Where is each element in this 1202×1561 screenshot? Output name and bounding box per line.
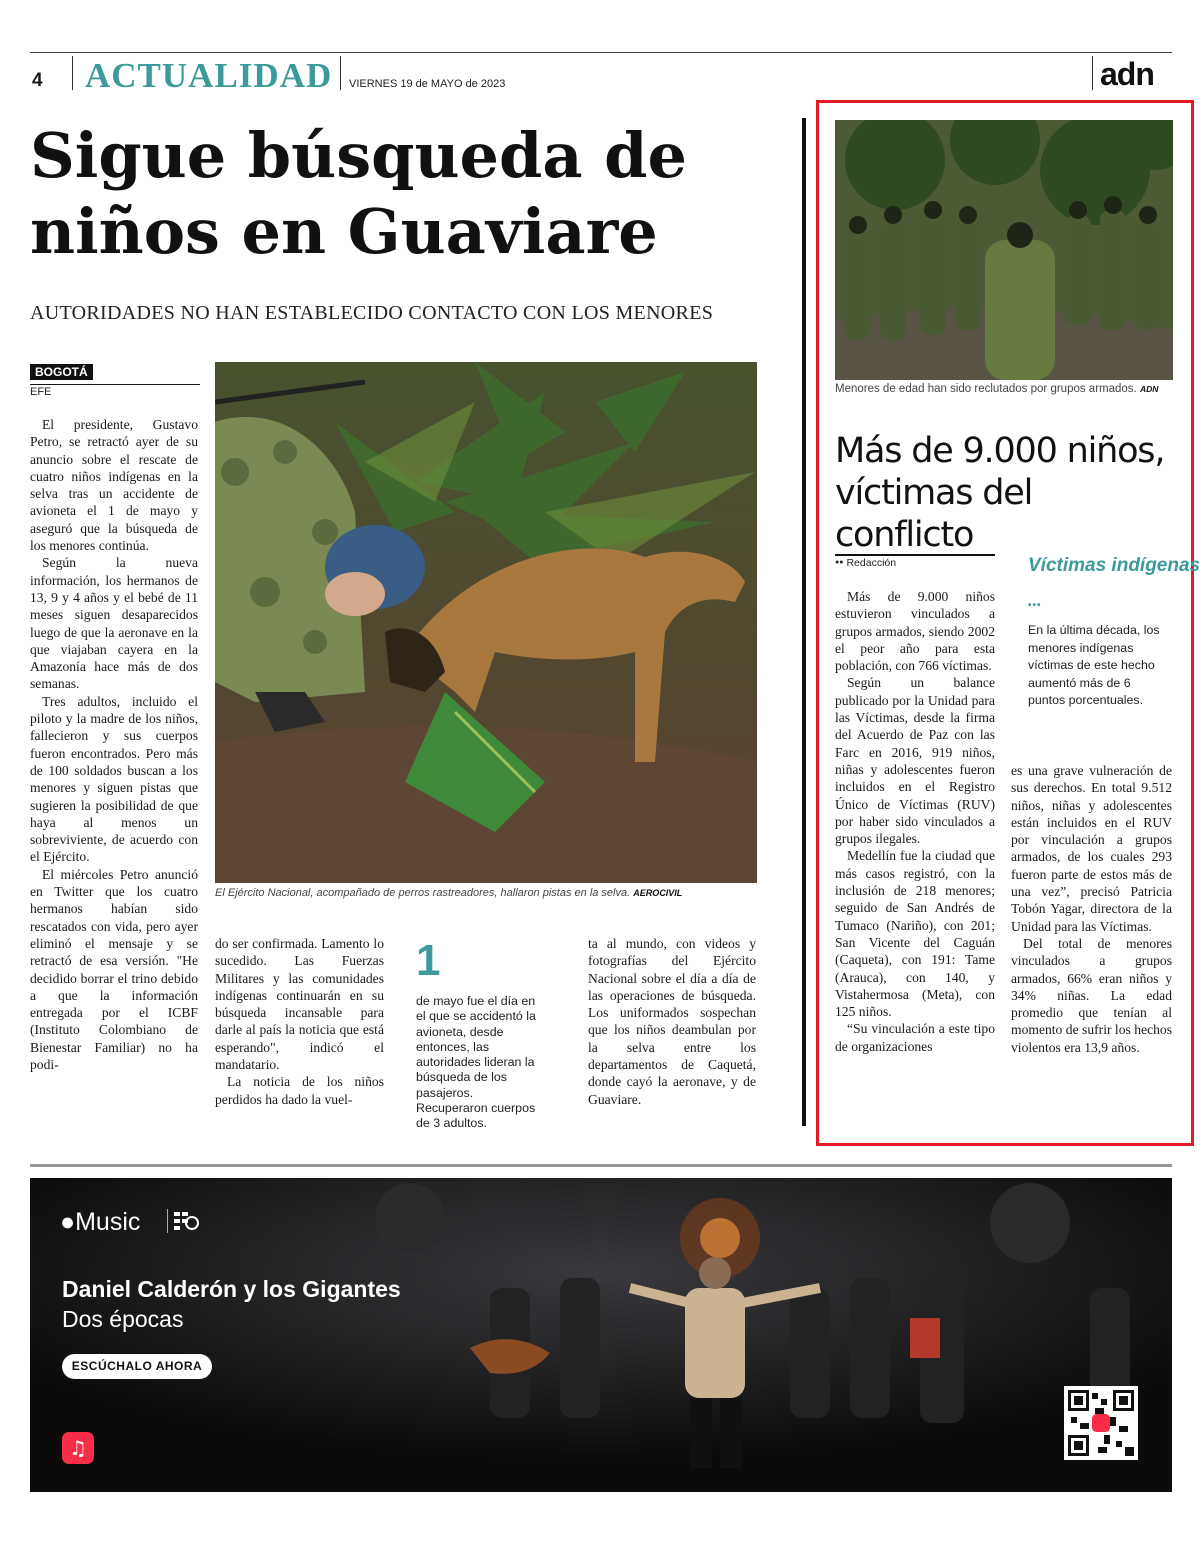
paragraph: La noticia de los niños perdidos ha dado la vuel- [215, 1074, 384, 1107]
paragraph-continued: do ser confirmada. Lamento lo sucedido. Las Fuerzas Militares y las comunidades indígenas continuarán en su búsqueda incansable para darle al país la noticia que está esperando", indicó el mandatario. [215, 936, 384, 1073]
paragraph: Medellín fue la ciudad que más casos registró, con la inclusión de 218 menores; seguido de San Andrés de Tumaco (Nariño), con 201; San Vicente del Caguán (Caqueta), con 191: Tame (Arauca), con 140, y Vistahermosa (Meta), con 125 niños. [835, 848, 995, 1020]
listen-now-button[interactable]: ESCÚCHALO AHORA [62, 1354, 212, 1379]
header-divider [72, 56, 73, 90]
column-divider [802, 118, 806, 1126]
news-agency: EFE [30, 384, 200, 398]
photo-credit: ADN [1139, 384, 1159, 394]
ad-album: Dos épocas [62, 1306, 184, 1332]
paragraph: “Su vinculación a este tipo de organizaciones [835, 1021, 995, 1054]
paragraph: Más de 9.000 niños estuvieron vinculados a grupos armados, siendo 2002 el peor año para esta población, con 766 víctimas. [835, 589, 995, 674]
brand-text: Music [75, 1208, 141, 1236]
caption-text: Menores de edad han sido reclutados por grupos armados. [835, 383, 1137, 395]
qr-code-icon [1068, 1390, 1134, 1456]
header-rule [30, 52, 1172, 53]
byline [835, 554, 995, 569]
photo-credit: AEROCIVIL [633, 888, 683, 898]
paragraph: El miércoles Petro anunció en Twitter que los cuatro hermanos habían sido rescatados con vida, pero ayer eliminó el mensaje y se retractó de esa versión. "He decidido borrar el trino debido a que la información entregada por el ICBF (Instituto Colombiano de Bienestar Familiar) no ha podi- [30, 866, 198, 1072]
bullet-icon: ●● [835, 559, 844, 566]
soldiers-illustration [835, 120, 1173, 380]
ad-artist: Daniel Calderón y los Gigantes [62, 1276, 401, 1302]
main-article-column-2 [215, 935, 384, 1108]
caption-text: El Ejército Nacional, acompañado de perros rastreadores, hallaron pistas en la selva. [215, 887, 631, 899]
sidebar-text: En la última década, los menores indígenas víctimas de este hecho aumentó más de 6 puntos porcentuales. [1028, 623, 1160, 707]
qr-code[interactable] [1064, 1386, 1138, 1460]
paragraph: Según un balance publicado por la Unidad para las Víctimas, desde la firma del Acuerdo de Paz con las Farc en 2016, 919 niños, niñas y adolescentes fueron incluidos en el Registro Único de Víctimas (RUV) por haber sido vinculados a grupos ilegales. [835, 675, 995, 847]
paragraph: Según la nueva información, los hermanos de 13, 9 y 4 años y el bebé de 11 meses siguen desaparecidos luego de que la aeronave en la que viajaban cayera en la Amazonía hace más de dos semanas. [30, 555, 198, 692]
sidebar-dots: ••• [1028, 600, 1042, 611]
soldier-dog-photo [215, 362, 757, 883]
dateline-city: BOGOTÁ [30, 364, 93, 380]
bottom-rule [30, 1164, 1172, 1167]
main-photo-caption [215, 887, 757, 899]
paragraph-continued: es una grave vulneración de sus derechos. En total 9.512 niños, niñas y adolescentes están incluidos en el RUV por vinculación a grupos armados, de los cuales 293 fueron parte de estos más de una vez”, precisó Patricia Tobón Yagar, directora de la Unidad para las Víctimas. [1011, 763, 1172, 934]
newspaper-logo: adn [1100, 56, 1154, 92]
page-number: 4 [32, 70, 43, 91]
partner-logo [167, 1209, 199, 1233]
main-article-column-1 [30, 416, 198, 1132]
main-headline: Sigue búsqueda de niños en Guaviare [30, 119, 687, 268]
apple-icon: ● [60, 1208, 76, 1236]
music-note-icon: ♫ [62, 1432, 94, 1464]
side-article-column-2 [1011, 762, 1172, 1056]
side-photo-caption [835, 383, 1173, 395]
sidebar-title: Víctimas indígenas [1028, 555, 1201, 576]
paragraph: Tres adultos, incluido el piloto y la madre de los niños, fallecieron y sus cuerpos fueron encontrados. Pero más de 100 soldados buscan a los menores y siguen pistas que sugieren la posibilidad de que haya al menos un sobreviviente, de acuerdo con el Ejército. [30, 693, 198, 865]
main-article-column-4 [588, 935, 756, 1108]
highlight-number: 1 [416, 936, 441, 985]
partner-logo-icon [168, 1209, 200, 1233]
paragraph-continued: ta al mundo, con videos y fotografías del Ejército Nacional sobre el día a día de las operaciones de búsqueda. Los uniformados sospechan que los niños deambulan por la selva entre los departamentos de Caquetá, donde cayó la aeronave, y de Guaviare. [588, 936, 756, 1107]
issue-date: VIERNES 19 de MAYO de 2023 [349, 78, 506, 90]
soldiers-photo [835, 120, 1173, 380]
paragraph: Del total de menores vinculados a grupos armados, 66% eran niños y 34% niñas. La edad promedio que tenían al momento de sufrir los hechos violentos era 13,9 años. [1011, 935, 1172, 1055]
highlight-text: de mayo fue el día en el que se accidentó la avioneta, desde entonces, las autoridades lideran la búsqueda de los pasajeros. Recuperaron cuerpos de 3 adultos. [416, 994, 536, 1131]
paragraph: El presidente, Gustavo Petro, se retractó ayer de su anuncio sobre el rescate de cuatro niños indígenas en la selva tras un accidente de avioneta el 1 de mayo y aseguró que la búsqueda de los menores continúa. [30, 417, 198, 554]
header-divider [1092, 56, 1093, 90]
byline-text: Redacción [846, 557, 897, 569]
soldier-dog-illustration [215, 362, 757, 883]
main-subheadline: AUTORIDADES NO HAN ESTABLECIDO CONTACTO CON LOS MENORES [30, 302, 714, 324]
band-stage-illustration [30, 1178, 1172, 1492]
apple-music-logo [60, 1208, 140, 1237]
side-headline: Más de 9.000 niños, víctimas del conflicto [835, 431, 1165, 555]
section-title: ACTUALIDAD [85, 56, 333, 95]
side-article-column-1 [835, 588, 995, 1128]
header-divider [340, 56, 341, 90]
apple-music-ad[interactable] [30, 1178, 1172, 1492]
